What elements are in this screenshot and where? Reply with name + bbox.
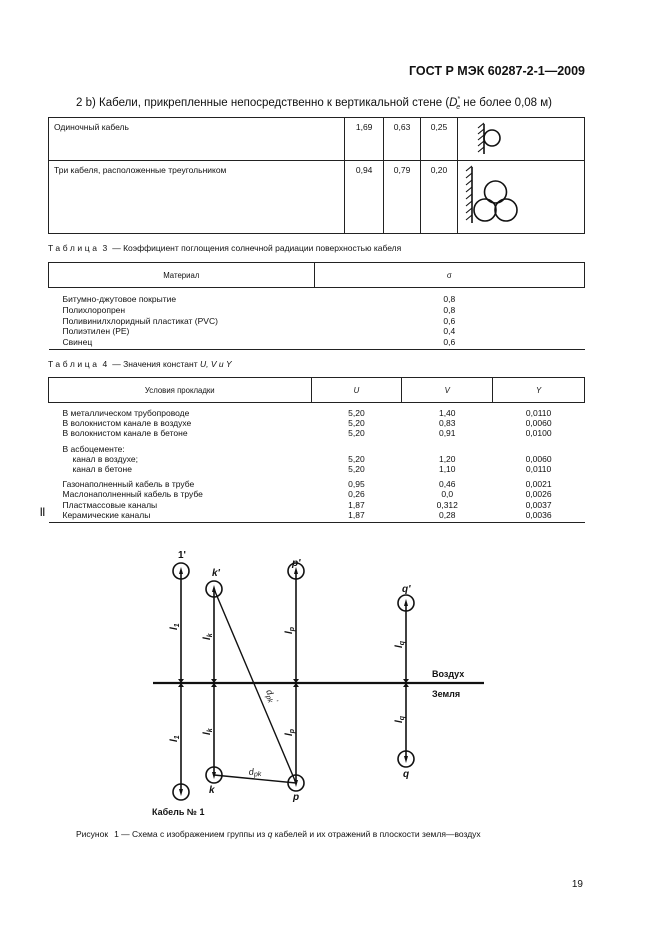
label-q: q — [403, 769, 410, 780]
coef-value: 0,94 — [345, 161, 384, 234]
table-row — [49, 326, 585, 337]
label-l1-upper — [169, 623, 181, 630]
u-cell: 5,20 — [348, 428, 365, 439]
label-lq-upper-sub: q — [399, 640, 406, 646]
column-header: Условия прокладки — [49, 378, 312, 403]
figure-caption-text: — Схема с изображением группы из — [118, 829, 268, 839]
label-d-pk-prime-sub: pk — [264, 694, 274, 705]
v-cell — [402, 439, 493, 454]
condition-cell: В волокнистом канале в воздухе — [62, 418, 192, 429]
label-lq-lower-l: l — [394, 720, 405, 723]
column-header: σ — [314, 263, 584, 288]
label-lp-upper — [284, 626, 296, 634]
row-label: Одиночный кабель — [49, 118, 345, 161]
y-cell: 0,0110 — [525, 408, 552, 418]
table4-caption-vars: U, V и Y — [199, 359, 232, 369]
single-cable-wall-icon — [457, 118, 584, 161]
section-heading — [76, 96, 552, 111]
label-lp-upper-l: l — [284, 631, 295, 634]
label-lp-lower — [284, 728, 296, 736]
u-cell: 5,20 — [348, 418, 365, 429]
label-d-pk-prime-letter: d — [264, 688, 276, 697]
section-heading-tail: не более 0,08 м) — [460, 96, 552, 109]
label-d-pk-prime-sup: ' — [271, 699, 279, 704]
table-row — [49, 474, 585, 489]
label-q-prime: q' — [402, 584, 411, 595]
u-cell — [311, 439, 402, 454]
u-cell: 1,87 — [311, 510, 402, 523]
figure-caption-tail: кабелей и их отражений в плоскости земля—воздух — [272, 829, 481, 839]
single-cable-wall-drawing — [458, 118, 583, 158]
figure-caption-prefix: Рисунок — [76, 829, 109, 839]
label-k: k — [209, 785, 215, 796]
section-heading-text: 2 b) Кабели, прикрепленные непосредственно к вертикальной стене ( — [76, 96, 450, 109]
label-lk-upper — [202, 632, 214, 640]
coef-value: 0,25 — [421, 118, 458, 161]
material-cell: Свинец — [49, 337, 315, 349]
v-cell: 0,0 — [441, 489, 454, 500]
condition-cell: В металлическом трубопроводе — [62, 408, 190, 418]
distance-d-pk-prime — [214, 589, 296, 783]
table-row — [49, 316, 585, 327]
table-row — [49, 418, 585, 428]
u-cell: 5,20 — [348, 453, 365, 464]
table3-caption-word: Таблица — [48, 243, 100, 253]
label-lp-lower-sub: p — [289, 728, 296, 734]
v-cell: 1,10 — [438, 464, 456, 475]
y-cell: 0,0036 — [493, 510, 585, 523]
table3-caption-num: 3 — [102, 243, 110, 253]
u-cell: 5,20 — [348, 408, 365, 418]
trefoil-cables-drawing — [458, 161, 583, 231]
y-cell: 0,0037 — [525, 499, 552, 510]
label-l1-lower-sub: 1 — [174, 735, 181, 740]
table3-caption — [48, 243, 401, 253]
v-cell: 1,40 — [438, 408, 456, 418]
condition-cell: канал в бетоне — [72, 464, 132, 475]
y-cell: 0,0100 — [525, 428, 552, 439]
table-row — [49, 439, 585, 454]
u-cell: 1,87 — [348, 499, 365, 510]
sigma-cell: 0,6 — [314, 337, 584, 349]
table-row — [49, 500, 585, 510]
condition-cell: Пластмассовые каналы — [62, 499, 158, 510]
column-header: Y — [493, 378, 585, 403]
table-row — [49, 288, 585, 305]
row-label: Три кабеля, расположенные треугольником — [49, 161, 345, 234]
table-row — [49, 510, 585, 523]
label-lq-lower — [394, 715, 406, 723]
section-symbol: D — [449, 96, 458, 109]
table4-caption-word: Таблица — [48, 359, 100, 369]
y-cell: 0,0060 — [525, 418, 552, 429]
coef-value: 1,69 — [345, 118, 384, 161]
label-lk-lower-l: l — [202, 732, 213, 735]
table4-caption-num: 4 — [102, 359, 110, 369]
label-l1-lower-l: l — [169, 739, 180, 742]
sigma-cell: 0,4 — [443, 326, 456, 337]
air-label: Воздух — [432, 669, 465, 679]
table-row — [49, 337, 585, 349]
label-lq-upper-l: l — [394, 645, 405, 648]
v-cell: 0,312 — [436, 499, 458, 510]
v-cell: 1,20 — [438, 453, 456, 464]
figure-caption-num: 1 — [114, 829, 119, 839]
label-lp-upper-sub: p — [289, 626, 296, 632]
y-cell: 0,0110 — [525, 464, 552, 475]
sigma-cell: 0,6 — [443, 315, 456, 326]
condition-cell: В асбоцементе: — [62, 443, 125, 454]
solar-absorption-table — [48, 262, 585, 350]
table-row — [49, 305, 585, 316]
table-row — [49, 161, 585, 234]
label-d-pk-letter: d — [248, 766, 255, 777]
trefoil-cables-wall-icon — [457, 161, 584, 234]
label-d-pk — [248, 766, 262, 779]
table-row — [49, 454, 585, 464]
label-lk-lower-sub: k — [207, 728, 214, 733]
coef-value: 0,79 — [384, 161, 421, 234]
column-header: V — [402, 378, 493, 403]
table-row — [49, 489, 585, 499]
cable-images-diagram — [0, 540, 661, 825]
label-k-prime: k' — [212, 568, 220, 579]
column-header: U — [311, 378, 402, 403]
label-1-prime: 1' — [178, 550, 186, 561]
table-row — [49, 464, 585, 474]
u-cell: 5,20 — [348, 464, 365, 475]
table4-caption — [48, 359, 232, 369]
v-cell: 0,46 — [438, 479, 456, 490]
coefficients-table — [48, 117, 585, 234]
condition-cell: канал в воздухе; — [72, 453, 138, 464]
table-row — [49, 403, 585, 419]
material-cell: Полиэтилен (PE) — [62, 326, 130, 337]
material-cell: Битумно-джутовое покрытие — [62, 294, 177, 304]
label-p: p — [293, 792, 300, 803]
table3-caption-text: — Коэффициент поглощения солнечной радиации поверхностью кабеля — [109, 243, 402, 253]
label-d-pk-sub: pk — [253, 770, 262, 779]
label-lk-upper-l: l — [202, 637, 213, 640]
change-bar: || — [40, 506, 46, 516]
label-lk-upper-sub: k — [207, 633, 214, 638]
figure-caption-var: q — [267, 829, 273, 839]
u-cell: 0,95 — [348, 479, 365, 490]
condition-cell: В волокнистом канале в бетоне — [62, 428, 188, 439]
table-header-row — [49, 263, 585, 288]
v-cell: 0,91 — [438, 428, 456, 439]
y-cell: 0,0060 — [525, 453, 552, 464]
label-lk-lower — [202, 727, 214, 735]
coef-value: 0,20 — [421, 161, 458, 234]
table-row — [49, 428, 585, 438]
material-cell: Полихлоропрен — [62, 304, 126, 315]
section-symbol-sup: * — [457, 96, 461, 103]
condition-cell: Керамические каналы — [49, 510, 312, 523]
section-symbol-sub: e — [456, 104, 461, 112]
condition-cell: Маслонаполненный кабель в трубе — [62, 489, 203, 500]
constants-table — [48, 377, 585, 523]
label-l1-upper-l: l — [169, 627, 180, 630]
u-cell: 0,26 — [348, 489, 365, 500]
table4-caption-text: — Значения констант — [109, 359, 200, 369]
y-cell: 0,0026 — [525, 489, 552, 500]
column-header: Материал — [49, 263, 315, 288]
v-cell: 0,28 — [402, 510, 493, 523]
label-lp-lower-l: l — [284, 733, 295, 736]
sigma-cell: 0,8 — [443, 294, 456, 304]
earth-label: Земля — [432, 689, 461, 699]
label-lq-lower-sub: q — [399, 715, 406, 721]
figure-caption — [76, 829, 481, 839]
v-cell: 0,83 — [438, 418, 456, 429]
sigma-cell: 0,8 — [443, 304, 456, 315]
y-cell: 0,0021 — [525, 479, 552, 490]
material-cell: Поливинилхлоридный пластикат (PVC) — [62, 315, 218, 326]
cable-1-label: Кабель № 1 — [152, 807, 205, 817]
label-l1-upper-sub: 1 — [174, 623, 181, 628]
label-d-pk-prime — [262, 688, 279, 706]
table-header-row — [49, 378, 585, 403]
page-number: 19 — [571, 879, 583, 890]
y-cell — [493, 439, 585, 454]
table-row — [49, 118, 585, 161]
document-header: ГОСТ Р МЭК 60287-2-1—2009 — [409, 64, 585, 78]
coef-value: 0,63 — [384, 118, 421, 161]
label-p-prime: p' — [292, 558, 301, 569]
label-l1-lower — [169, 735, 181, 742]
condition-cell: Газонаполненный кабель в трубе — [62, 479, 195, 490]
label-lq-upper — [394, 640, 406, 648]
